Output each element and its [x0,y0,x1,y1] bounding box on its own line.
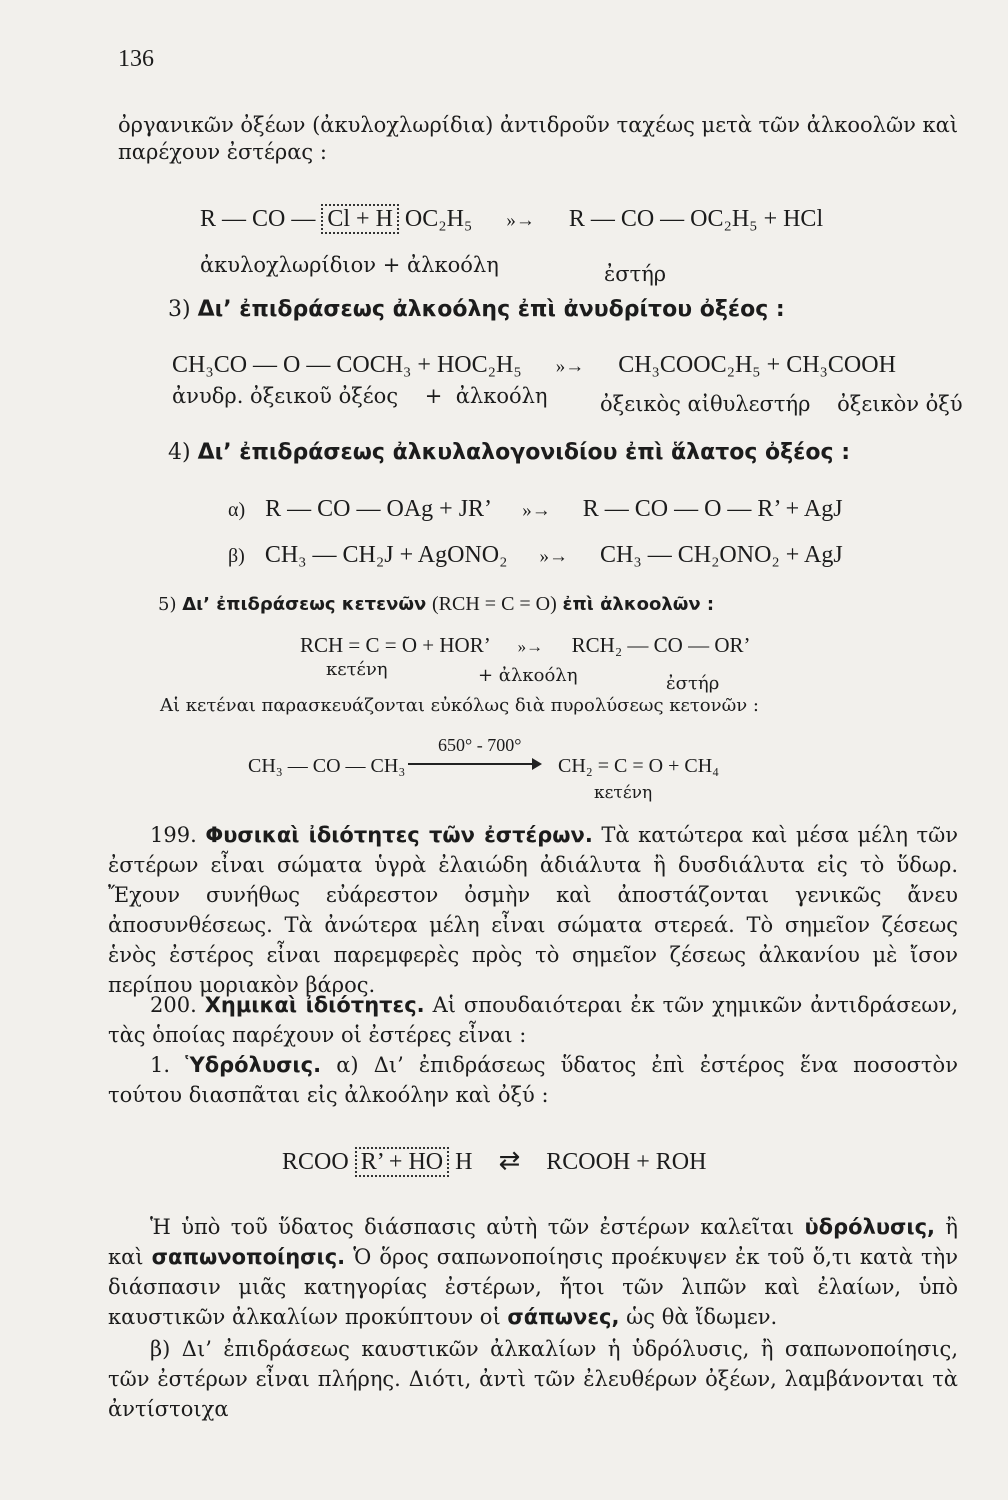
eq1-boxed-group: Cl + H [321,204,399,234]
eq6-caption-ketene: κετένη [594,783,653,803]
eq4a-left: R — CO — OAg + JR’ [265,496,491,522]
method-5-number: 5) [158,594,177,615]
method-5-title: Δι’ ἐπιδράσεως κετενῶν [182,594,427,615]
eq5-right: RCH₂ — CO — OR’ [571,633,751,657]
eq6-left: CH₃ — CO — CH₃ [248,755,406,777]
section-199-paragraph [108,820,958,1000]
eq7-boxed-group: R’ + HO [355,1147,449,1177]
hydrolysis-paragraph [108,1050,958,1110]
eq4a-label: α) [228,499,246,521]
hydrolysis-title: Ὑδρόλυσις. [185,1053,322,1077]
sap-text-4: ὡς θὰ ἴδωμεν. [626,1305,778,1329]
eq4b-right: CH₃ — CH₂ONO₂ + AgJ [600,542,843,568]
eq3-left: CH₃CO — O — COCH₃ + HOC₂H₅ [172,352,522,378]
method-3-heading [168,295,785,324]
equation-hydrolysis [282,1146,706,1177]
eq5-arrow: »→ [517,637,544,656]
eq4a-arrow: »→ [522,500,551,521]
method-3-number: 3) [168,297,191,322]
method-5-title-end: ἐπὶ ἀλκοολῶν : [562,594,715,615]
method-3-title: Δι’ ἐπιδράσεως ἀλκοόλης ἐπὶ ἀνυδρίτου ὀξέος : [197,297,785,322]
eq1-caption-left: ἀκυλοχλωρίδιον + ἀλκοόλη [200,253,499,277]
sap-term-saponification: σαπωνοποίησις. [151,1245,346,1269]
section-200-number: 200. [150,993,197,1017]
equation-acyl-chloride [200,204,823,236]
sap-term-hydrolysis: ὑδρόλυσις, [804,1215,936,1239]
eq4b-arrow: »→ [539,546,569,567]
method-5-formula: (RCH = C = O) [432,593,557,615]
hydrolysis-number: 1. [150,1053,171,1077]
eq1-right: R — CO — OC₂H₅ + HCl [568,206,824,232]
sap-term-soaps: σάπωνες, [507,1305,620,1329]
eq3-right: CH₃COOC₂H₅ + CH₃COOH [618,352,896,378]
eq7-arrow: ⇄ [498,1146,521,1176]
equation-anhydride [172,350,896,382]
eq6-right: CH₂ = C = O + CH₄ [558,755,720,777]
eq5-caption-alcohol: + ἀλκοόλη [478,665,578,686]
eq3-arrow: »→ [555,356,585,377]
eq5-caption-ketene: κετένη [326,659,388,680]
method-4-number: 4) [168,440,191,465]
section-199-text: Τὰ κατώτερα καὶ μέσα μέλη τῶν ἐστέρων εἶναι σώματα ὑγρὰ ἐλαιώδη ἀδιάλυτα ἢ δυσδιάλυτα εἰς τὸ ὕδωρ. Ἔχουν συνήθως εὐάρεστον ὀσμὴν καὶ ἀποστάζονται γενικῶς ἄνευ ἀποσυνθέσεως. Τὰ ἀνώτερα μέλη εἶναι σώματα στερεά. Τὸ σημεῖον ζέσεως ἑνὸς ἐστέρος εἶναι παρεμφερὲς πρὸς τὸ σημεῖον ζέσεως ἀλκανίου μὲ ἴσον περίπου μοριακὸν βάρος. [108,823,958,997]
eq4b-label: β) [228,545,245,567]
eq7-right: RCOOH + ROH [546,1149,707,1175]
section-200-text: Αἱ σπουδαιότεραι ἐκ τῶν χημικῶν ἀντιδράσεων, τὰς ὁποίας παρέχουν οἱ ἐστέρες εἶναι : [108,993,958,1047]
eq5-caption-ester: ἐστήρ [666,673,720,694]
eq1-arrow: »→ [506,210,535,231]
section-199-number: 199. [150,823,197,847]
section-200-paragraph [108,990,958,1050]
eq1-left: R — CO — [200,206,316,232]
eq6-arrow [408,763,538,765]
saponification-paragraph [108,1212,958,1332]
sap-text-3: Ὁ ὅρος σαπωνοποίησις προέκυψεν ἐκ τοῦ ὅ,τι κατὰ τὴν διάσπασιν μιᾶς κατηγορίας ἐστέρων, ἤτοι τῶν λιπῶν καὶ ἐλαίων, ὑπὸ καυστικῶν ἀλκαλίων προκύπτουν οἱ [108,1245,958,1329]
eq5-left: RCH = C = O + HOR’ [300,633,490,657]
eq1-rest: OC₂H₅ [404,206,473,232]
ketene-note: Αἱ κετέναι παρασκευάζονται εὐκόλως διὰ πυρολύσεως κετονῶν : [160,695,759,716]
hydrolysis-text: α) Δι’ ἐπιδράσεως ὕδατος ἐπὶ ἐστέρος ἕνα ποσοστὸν τούτου διασπᾶται εἰς ἀλκοόλην καὶ ὀξύ : [108,1053,958,1107]
method-4-heading [168,438,850,467]
eq4a-right: R — CO — O — R’ + AgJ [582,496,843,522]
equation-silver-salt [228,494,843,526]
intro-line-1: ὀργανικῶν ὀξέων (ἀκυλοχλωρίδια) ἀντιδροῦν ταχέως μετὰ τῶν ἀλκοολῶν καὶ [118,113,959,137]
sap-text-2: ἢ καὶ [108,1215,958,1269]
page-number: 136 [118,46,154,72]
eq3-caption-right: ὀξεικὸς αἰθυλεστήρ ὀξεικὸν ὀξύ [600,392,963,416]
section-200-title: Χημικαὶ ἰδιότητες. [204,993,425,1017]
alkali-hydrolysis-paragraph: β) Δι’ ἐπιδράσεως καυστικῶν ἀλκαλίων ἡ ὑδρόλυσις, ἢ σαπωνοποίησις, τῶν ἐστέρων εἶναι πλήρης. Διότι, ἀντὶ τῶν ἐλευθέρων ὀξέων, λαμβάνονται τὰ ἀντίστοιχα [108,1337,958,1421]
sap-text-1: Ἡ ὑπὸ τοῦ ὕδατος διάσπασις αὐτὴ τῶν ἐστέρων καλεῖται [150,1215,795,1239]
eq7-left: RCOO [282,1149,349,1175]
eq4b-left: CH₃ — CH₂J + AgONO₂ [264,542,508,568]
eq6-arrowhead [532,758,542,770]
eq6-condition: 650° - 700° [438,735,522,755]
eq3-caption-left: ἀνυδρ. ὀξεικοῦ ὀξέος + ἀλκοόλη [172,384,548,408]
eq1-caption-right: ἐστήρ [604,262,667,286]
eq7-rest: H [455,1149,473,1175]
intro-line-2: παρέχουν ἐστέρας : [118,140,327,164]
method-4-title: Δι’ ἐπιδράσεως ἀλκυλαλογονιδίου ἐπὶ ἅλατος ὀξέος : [197,440,851,465]
equation-silver-nitrite [228,540,843,572]
method-5-heading [158,592,714,617]
section-199-title: Φυσικαὶ ἰδιότητες τῶν ἐστέρων. [205,823,593,847]
